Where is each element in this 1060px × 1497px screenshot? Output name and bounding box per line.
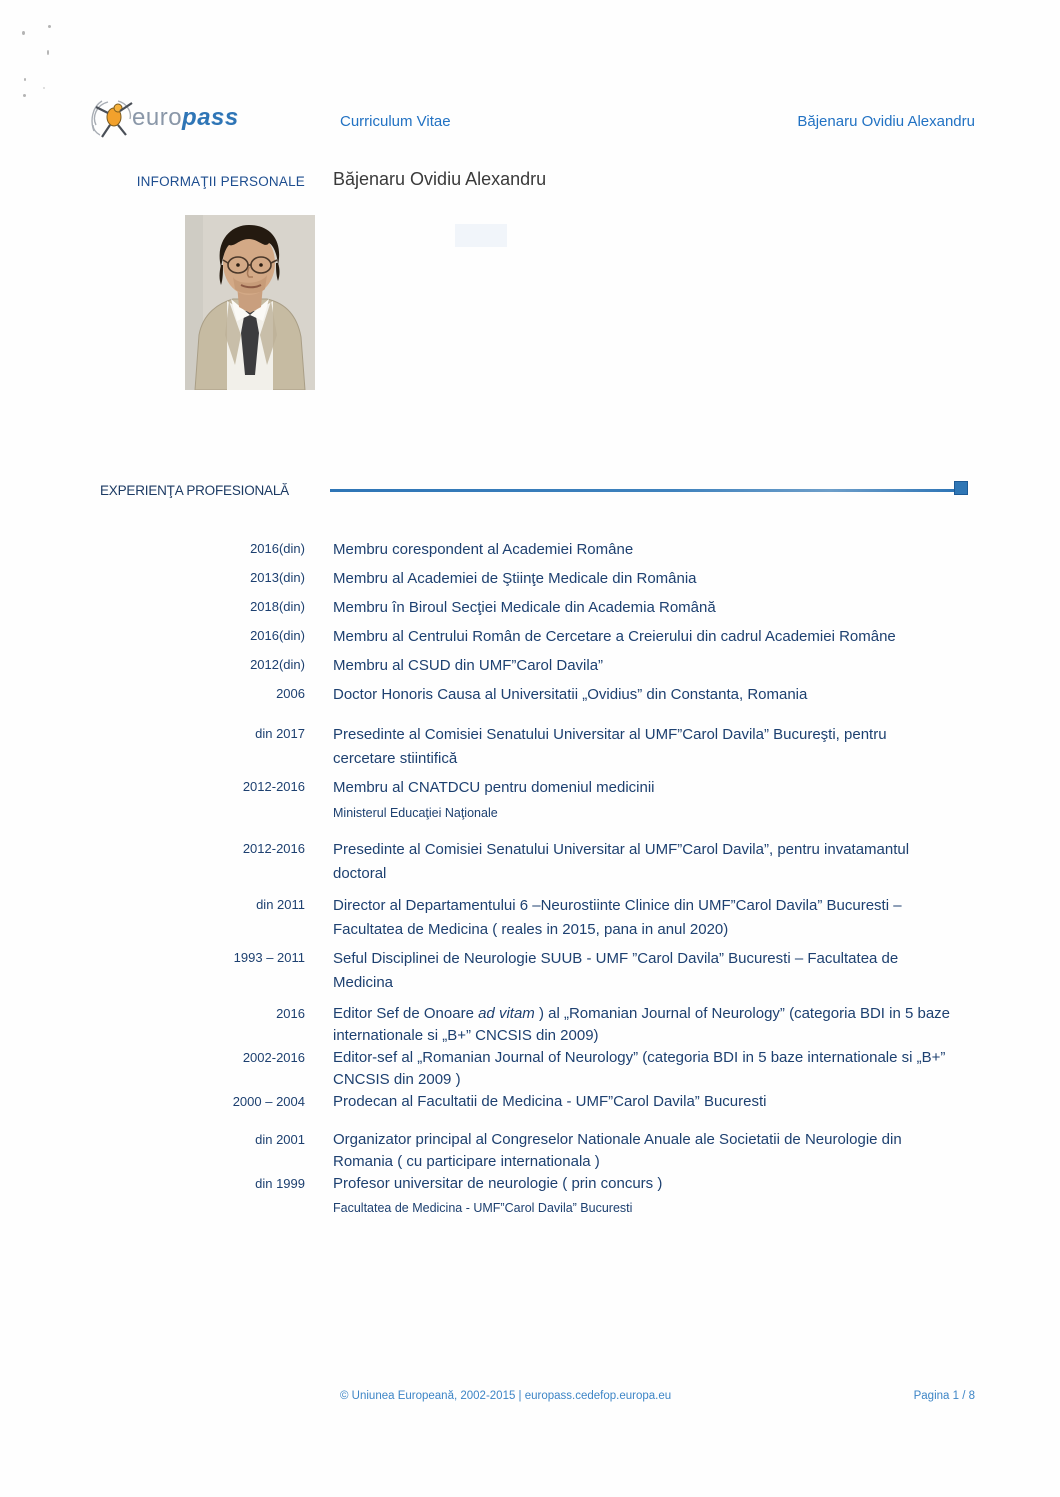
experience-entry [0, 1129, 1000, 1173]
entry-title-segment: ) al „Romanian Journal of Neurology” (categoria BDI in 5 baze internationale si „B+” CNCSIS din 2009) [333, 1005, 950, 1044]
personal-info-section-label: INFORMAŢII PERSONALE [136, 174, 305, 189]
experience-entry [0, 1003, 1000, 1047]
experience-entry [0, 776, 1000, 822]
scan-speck [48, 25, 51, 28]
header-author-name: Băjenaru Ovidiu Alexandru [797, 113, 975, 130]
footer-page-number: Pagina 1 / 8 [913, 1390, 975, 1402]
experience-entry [0, 683, 1000, 707]
entry-title: Editor-sef al „Romanian Journal of Neurology” (categoria BDI in 5 baze internationale si „B+” CNCSIS din 2009 ) [333, 1049, 946, 1088]
entry-title: Membru al CNATDCU pentru domeniul medicinii [333, 779, 655, 796]
entry-title: Membru corespondent al Academiei Române [333, 541, 634, 558]
entry-date: 2012-2016 [242, 779, 305, 794]
person-name-heading: Băjenaru Ovidiu Alexandru [333, 169, 547, 189]
entry-date: 2012(din) [250, 657, 305, 672]
entry-title: Doctor Honoris Causa al Universitatii „Ovidius” din Constanta, Romania [333, 686, 808, 703]
scan-speck [24, 78, 26, 81]
scan-speck [22, 31, 25, 35]
experience-entry [0, 894, 1000, 942]
entry-subtitle: Facultatea de Medicina - UMF”Carol Davila” Bucuresti [333, 1201, 633, 1215]
document-type-label: Curriculum Vitae [340, 113, 451, 130]
entry-title: Director al Departamentului 6 –Neurostiinte Clinice din UMF”Carol Davila” Bucuresti –Facultatea de Medicina ( reales in 2015, pana in anul 2020) [333, 897, 902, 938]
footer-copyright: © Uniunea Europeană, 2002-2015 | europass.cedefop.europa.eu [340, 1390, 672, 1402]
entry-title-italic-segment: ad vitam [478, 1005, 535, 1022]
scan-faint-box [455, 224, 507, 247]
experience-section-header [0, 481, 1060, 501]
experience-entry [0, 1091, 1000, 1113]
entry-title: Membru al CSUD din UMF”Carol Davila” [333, 657, 604, 674]
entry-title: Prodecan al Facultatii de Medicina - UMF”Carol Davila” Bucuresti [333, 1093, 767, 1110]
experience-entry [0, 596, 1000, 620]
entry-date: 2013(din) [250, 570, 305, 585]
logo-pass-text: pass [182, 104, 239, 131]
experience-entry [0, 1173, 1000, 1217]
europass-wordmark [132, 104, 239, 132]
entry-title-segment: Editor Sef de Onoare [333, 1005, 479, 1022]
experience-entries [0, 538, 1000, 1217]
entry-title: Organizator principal al Congreselor Nationale Anuale ale Societatii de Neurologie din Romania ( cu participare internationala ) [333, 1131, 902, 1170]
entry-title [333, 1003, 953, 1047]
entry-date: 2012-2016 [242, 841, 305, 856]
entry-date: 2002-2016 [242, 1050, 305, 1065]
europass-logo [88, 95, 238, 141]
experience-entry [0, 723, 1000, 771]
experience-entry [0, 538, 1000, 562]
scan-speck [23, 94, 26, 97]
experience-section-label: EXPERIENŢA PROFESIONALĂ [100, 483, 289, 498]
entry-date: din 2001 [255, 1132, 305, 1147]
experience-entry [0, 838, 1000, 886]
experience-entry [0, 947, 1000, 995]
scan-speck [47, 50, 49, 55]
entry-title: Profesor universitar de neurologie ( prin concurs ) [333, 1175, 663, 1192]
entry-title: Membru al Academiei de Ştiinţe Medicale din România [333, 570, 697, 587]
entry-title: Presedinte al Comisiei Senatului Universitar al UMF”Carol Davila”, pentru invatamantul doctoral [333, 841, 910, 882]
entry-date: din 1999 [255, 1176, 305, 1191]
entry-date: 2000 – 2004 [232, 1094, 305, 1109]
logo-euro-text: euro [132, 104, 183, 131]
entry-date: din 2017 [255, 726, 305, 741]
entry-date: 2016(din) [250, 541, 305, 556]
entry-subtitle: Ministerul Educaţiei Naţionale [333, 806, 498, 820]
experience-entry [0, 654, 1000, 678]
entry-date: 2016(din) [250, 628, 305, 643]
entry-date: 2018(din) [250, 599, 305, 614]
entry-date: din 2011 [256, 897, 305, 912]
portrait-photo [185, 215, 315, 390]
experience-entry [0, 1047, 1000, 1091]
entry-title: Seful Disciplinei de Neurologie SUUB - UMF ”Carol Davila” Bucuresti – Facultatea de Medicina [333, 950, 899, 991]
entry-date: 2016 [276, 1006, 305, 1021]
scan-speck [43, 87, 45, 89]
entry-title: Membru al Centrului Român de Cercetare a Creierului din cadrul Academiei Române [333, 628, 896, 645]
entry-title: Membru în Biroul Secţiei Medicale din Academia Română [333, 599, 716, 616]
section-divider-line [330, 489, 955, 492]
section-end-square [954, 481, 968, 495]
experience-entry [0, 567, 1000, 591]
entry-date: 2006 [276, 686, 305, 701]
entry-title: Presedinte al Comisiei Senatului Universitar al UMF”Carol Davila” Bucureşti, pentru cercetare stiintifică [333, 726, 887, 767]
entry-date: 1993 – 2011 [233, 950, 305, 965]
experience-entry [0, 625, 1000, 649]
